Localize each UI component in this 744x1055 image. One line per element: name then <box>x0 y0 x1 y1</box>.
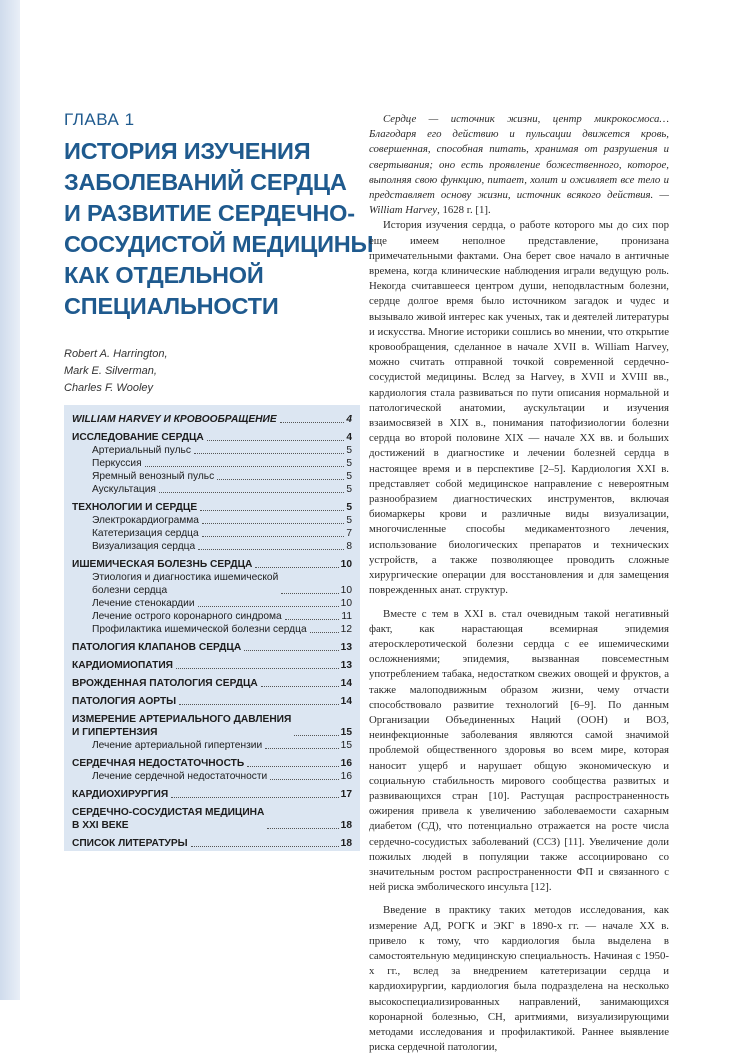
toc-entry[interactable] <box>72 641 352 654</box>
toc-entry-title: Лечение острого коронарного синдрома <box>92 611 282 622</box>
toc-entry-title: Артериальный пульс <box>92 445 191 456</box>
toc-page-number: 5 <box>346 502 352 513</box>
toc-dot-leader <box>280 422 345 423</box>
toc-entry[interactable] <box>72 527 352 540</box>
toc-entry[interactable] <box>72 695 352 708</box>
toc-entry-title: СПИСОК ЛИТЕРАТУРЫ <box>72 838 188 849</box>
toc-page-number: 14 <box>340 696 352 707</box>
toc-page-number: 10 <box>340 585 352 596</box>
toc-dot-leader <box>294 735 338 736</box>
toc-dot-leader <box>244 650 338 651</box>
toc-page-number: 5 <box>346 445 352 456</box>
toc-dot-leader <box>207 440 345 441</box>
toc-entry[interactable] <box>72 770 352 783</box>
toc-page-number: 5 <box>346 484 352 495</box>
toc-entry[interactable] <box>72 757 352 770</box>
toc-dot-leader <box>198 606 339 607</box>
toc-entry[interactable] <box>72 837 352 850</box>
page-edge-strip <box>0 0 20 1000</box>
body-text <box>369 112 669 1055</box>
chapter-title <box>64 136 374 322</box>
toc-entry[interactable] <box>72 444 352 457</box>
toc-entry[interactable] <box>72 540 352 553</box>
toc-entry-title: СЕРДЕЧНАЯ НЕДОСТАТОЧНОСТЬ <box>72 758 245 769</box>
toc-page-number: 5 <box>346 458 352 469</box>
chapter-header <box>64 110 374 397</box>
toc-page-number: 18 <box>340 838 352 849</box>
toc-dot-leader <box>310 632 339 633</box>
toc-page-number: 8 <box>346 541 352 552</box>
toc-page-number: 4 <box>346 432 352 443</box>
toc-entry[interactable] <box>72 501 352 514</box>
toc-entry-title: ПАТОЛОГИЯ АОРТЫ <box>72 696 177 707</box>
paragraph: Вместе с тем в XXI в. стал очевидным такой негативный факт, как нарастающая всемирная эпидемия атеросклеротической болезни сердца с ее ишемическими осложнениями; эпидемия, вызванная повсеместным употреблением табака, недостатком свежих овощей и фруктов, а также малоподвижным образом жизни, чему отчасти способствовало развитие технологий [6–9]. По данным Организации Объединенных Наций (ООН) и ВОЗ, неинфекционные заболевания являются самой значимой проблемой общественного здоровья во всем мире, которая наносит ущерб и нарушает общую экономическую и социальную стабильность мирового сообщества развитых и развивающихся стран [10]. Растущая распространенность ожирения привела к увеличению заболеваемости сахарным диабетом (СД), что потенциально отражается на росте числа сердечно-сосудистых заболеваний (ССЗ) [11]. Увеличение доли пожилых людей в популяции также ассоциировано со значительным ростом распространенности ФП и связанного с ней риска эмболического инсульта [12]. <box>369 607 669 894</box>
toc-entry-title: Лечение стенокардии <box>92 598 195 609</box>
author: Mark E. Silverman, <box>64 365 157 377</box>
paragraph: Введение в практику таких методов исследования, как измерение АД, РОГК и ЭКГ в 1890-х гг. — начале XX в. привело к тому, что кардиология была выделена в самостоятельную медицинскую специальность. Начиная с 1950-х гг., вслед за внедрением катетеризации сердца и кардиохирургии, кардиология была подразделена на несколько высокоспециализированных направлений, занимающихся коронарной болезнью, СН, аритмиями, визуализирующими методами исследования и профилактикой. Раннее выявление риска сердечной патологии, <box>369 904 669 1054</box>
toc-entry[interactable] <box>72 806 352 832</box>
chapter-title-line: СОСУДИСТОЙ МЕДИЦИНЫ <box>64 231 374 257</box>
toc-entry[interactable] <box>72 739 352 752</box>
toc-page-number: 10 <box>340 598 352 609</box>
toc-entry-title: Электрокардиограмма <box>92 515 199 526</box>
toc-dot-leader <box>255 567 338 568</box>
chapter-title-line: И РАЗВИТИЕ СЕРДЕЧНО- <box>64 200 355 226</box>
toc-entry[interactable] <box>72 413 352 426</box>
toc-dot-leader <box>217 479 344 480</box>
toc-entry-title: Лечение сердечной недостаточности <box>92 771 268 782</box>
toc-dot-leader <box>198 549 344 550</box>
toc-page-number: 14 <box>340 678 352 689</box>
toc-page-number: 11 <box>341 611 352 622</box>
toc-dot-leader <box>176 668 339 669</box>
toc-entry[interactable] <box>72 623 352 636</box>
chapter-title-line: ИСТОРИЯ ИЗУЧЕНИЯ <box>64 138 311 164</box>
toc-page-number: 15 <box>340 727 352 738</box>
toc-entry-title: Профилактика ишемической болезни сердца <box>92 624 307 635</box>
toc-dot-leader <box>202 536 345 537</box>
toc-page-number: 15 <box>340 740 352 751</box>
toc-entry-title-line: В XXI ВЕКЕ <box>72 820 129 831</box>
toc-dot-leader <box>247 766 338 767</box>
toc-dot-leader <box>200 510 344 511</box>
toc-entry-title: Катетеризация сердца <box>92 528 199 539</box>
toc-entry[interactable] <box>72 470 352 483</box>
toc-entry-title: WILLIAM HARVEY И КРОВООБРАЩЕНИЕ <box>72 414 277 425</box>
toc-page-number: 10 <box>340 559 352 570</box>
toc-entry-title-line: ИЗМЕРЕНИЕ АРТЕРИАЛЬНОГО ДАВЛЕНИЯ <box>72 714 292 725</box>
toc-dot-leader <box>265 748 339 749</box>
toc-page-number: 7 <box>346 528 352 539</box>
toc-entry-title-line: Этиология и диагностика ишемической <box>92 572 279 583</box>
paragraph-gap <box>369 895 669 903</box>
toc-entry-title: Визуализация сердца <box>92 541 196 552</box>
toc-entry[interactable] <box>72 483 352 496</box>
toc-page-number: 16 <box>340 758 352 769</box>
chapter-title-line: КАК ОТДЕЛЬНОЙ <box>64 262 264 288</box>
toc-dot-leader <box>285 619 340 620</box>
toc-dot-leader <box>281 593 338 594</box>
toc-entry[interactable] <box>72 677 352 690</box>
toc-entry[interactable] <box>72 457 352 470</box>
chapter-title-line: ЗАБОЛЕВАНИЙ СЕРДЦА <box>64 169 347 195</box>
toc-page-number: 17 <box>340 789 352 800</box>
author: Robert A. Harrington, <box>64 348 168 360</box>
toc-dot-leader <box>261 686 339 687</box>
epigraph-text: Сердце — источник жизни, центр микрокосмоса… Благодаря его действию и пульсации движется кровь, совершенная, способная питать, хранимая от разрушения и свертывания; оно есть проявление божественного, которое, выполняя свою функцию, питает, холит и оживляет все тело и представляет основу жизни, источник всякого действия. — <box>369 113 669 202</box>
toc-page-number: 12 <box>340 624 352 635</box>
toc-page-number: 4 <box>346 414 352 425</box>
toc-page-number: 18 <box>340 820 352 831</box>
toc-page-number: 13 <box>340 642 352 653</box>
toc-entry-title <box>92 571 278 597</box>
toc-entry-title <box>72 713 291 739</box>
toc-entry[interactable] <box>72 571 352 597</box>
toc-entry-title: Лечение артериальной гипертензии <box>92 740 263 751</box>
toc-page-number: 16 <box>340 771 352 782</box>
toc-entry[interactable] <box>72 788 352 801</box>
toc-entry[interactable] <box>72 431 352 444</box>
toc-entry-title: ИШЕМИЧЕСКАЯ БОЛЕЗНЬ СЕРДЦА <box>72 559 253 570</box>
toc-entry[interactable] <box>72 558 352 571</box>
authors <box>64 346 359 397</box>
toc-dot-leader <box>202 523 344 524</box>
toc-entry-title: ИССЛЕДОВАНИЕ СЕРДЦА <box>72 432 204 443</box>
paragraph-gap <box>369 599 669 607</box>
toc-dot-leader <box>267 828 338 829</box>
toc-entry-title: Аускультация <box>92 484 156 495</box>
toc-entry-title: ПАТОЛОГИЯ КЛАПАНОВ СЕРДЦА <box>72 642 242 653</box>
toc-entry-title: ВРОЖДЕННАЯ ПАТОЛОГИЯ СЕРДЦА <box>72 678 258 689</box>
author: Charles F. Wooley <box>64 382 154 394</box>
toc-entry-title <box>72 806 264 832</box>
toc-entry[interactable] <box>72 659 352 672</box>
toc-entry-title-line: СЕРДЕЧНО-СОСУДИСТАЯ МЕДИЦИНА <box>72 807 265 818</box>
table-of-contents <box>64 405 360 851</box>
toc-entry-title-line: И ГИПЕРТЕНЗИЯ <box>72 727 158 738</box>
toc-dot-leader <box>179 704 339 705</box>
toc-dot-leader <box>145 466 345 467</box>
toc-entry-title: КАРДИОХИРУРГИЯ <box>72 789 169 800</box>
toc-entry[interactable] <box>72 713 352 739</box>
toc-dot-leader <box>171 797 338 798</box>
toc-dot-leader <box>191 846 339 847</box>
toc-dot-leader <box>194 453 344 454</box>
toc-page-number: 13 <box>340 660 352 671</box>
toc-entry-title: КАРДИОМИОПАТИЯ <box>72 660 174 671</box>
toc-entry[interactable] <box>72 514 352 527</box>
toc-entry-title: ТЕХНОЛОГИИ И СЕРДЦЕ <box>72 502 198 513</box>
toc-entry[interactable] <box>72 610 352 623</box>
toc-dot-leader <box>270 779 338 780</box>
toc-entry-title: Перкуссия <box>92 458 142 469</box>
toc-page-number: 5 <box>346 515 352 526</box>
epigraph-author: William Harvey <box>369 204 438 217</box>
chapter-label: ГЛАВА 1 <box>64 110 135 129</box>
toc-page-number: 5 <box>346 471 352 482</box>
toc-entry-title-line: болезни сердца <box>92 585 168 596</box>
chapter-title-line: СПЕЦИАЛЬНОСТИ <box>64 293 279 319</box>
epigraph <box>369 112 669 218</box>
paragraph: История изучения сердца, о работе которого мы до сих пор еще имеем неполное представление, пронизана примечательными фактами. Она берет свое начало в античные времена, когда клинические наблюдения играли ведущую роль. Некогда считавшееся центром души, неподвластным болезни, сердце долгое время было источником загадок и чудес и вызывало живой интерес как ученых, так и деятелей литературы и искусства. Многие историки сошлись во мнении, что открытие кровообращения, сделанное в начале XVII в. William Harvey, можно считать отправной точкой современной сердечно-сосудистой медицины. Вслед за Harvey, в XVII и XVIII вв., кардиология стала развиваться по пути описания нормальной и патологической анатомии, аускультации и изучения взаимосвязей в XIX в., понимания патофизиологии болезни сердца во второй половине XIX — начале XX вв. и больших достижений в диагностике и лечении болезней сердца в настоящее время и в перспективе [2–5]. Кардиология XXI в. представляет собой медицинское направление с невероятным разнообразием диагностических инструментов, включая биомаркеры крови и различные виды визуализации, многочисленные способы медикаментозного лечения, использование биологических препаратов и технических устройств, а также позволяющее проводить сложные хирургические операции для восстановления и для замещения поврежденных анат. структур. <box>369 219 669 597</box>
toc-entry[interactable] <box>72 597 352 610</box>
epigraph-source: , 1628 г. [1]. <box>437 204 491 217</box>
toc-entry-title: Яремный венозный пульс <box>92 471 215 482</box>
toc-dot-leader <box>159 492 344 493</box>
